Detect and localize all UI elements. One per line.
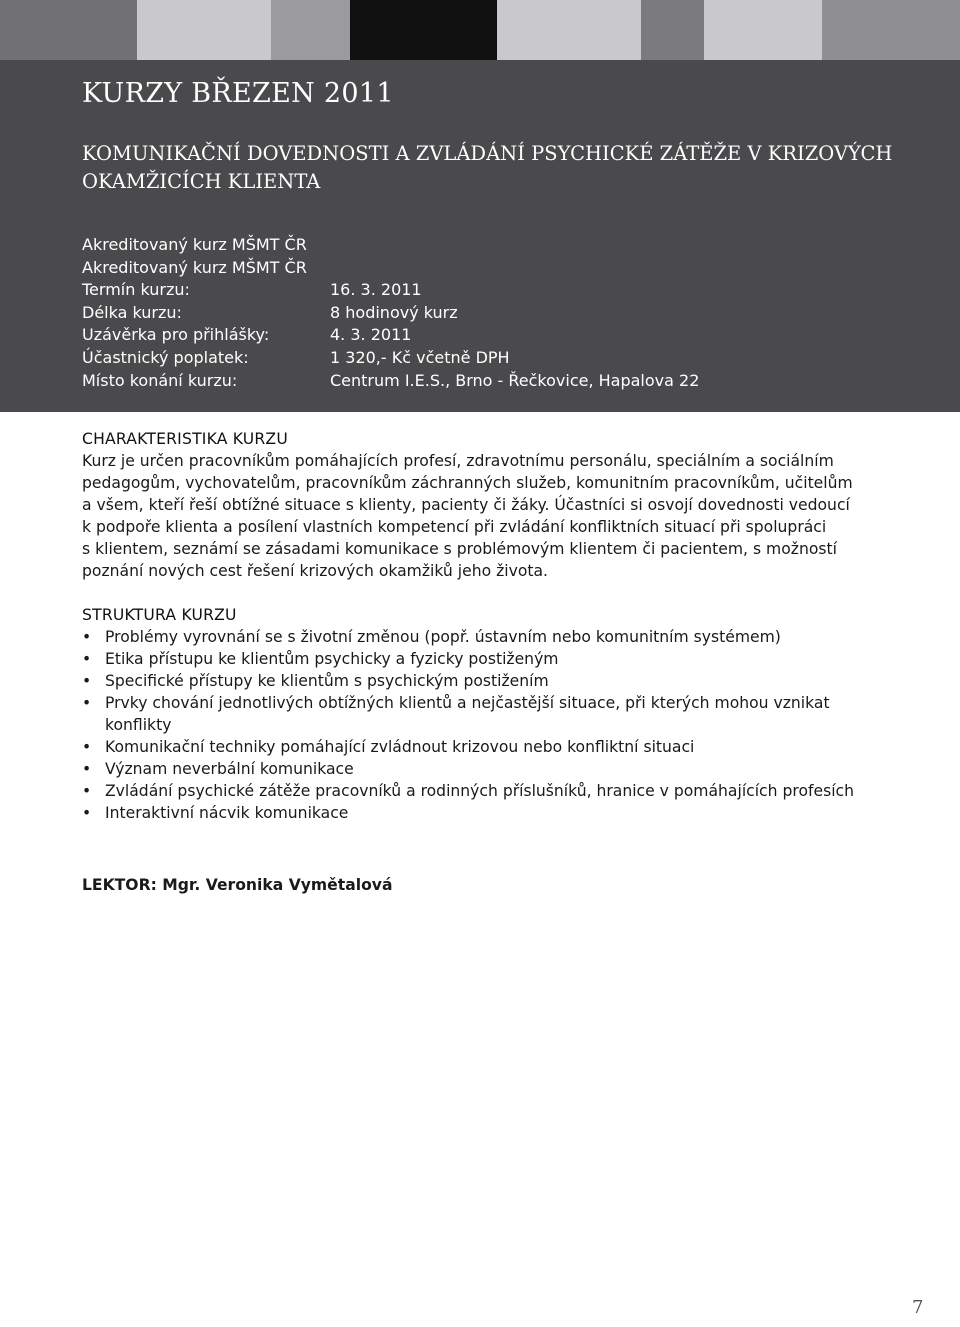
course-info: [82, 234, 699, 392]
page-title: KURZY BŘEZEN 2011: [82, 78, 394, 109]
info-label: Termín kurzu:: [82, 280, 190, 300]
info-label: Délka kurzu:: [82, 302, 182, 322]
info-row-length: [82, 302, 699, 325]
bullet-icon: •: [82, 782, 92, 800]
color-block: [137, 0, 271, 60]
list-item: [82, 648, 882, 670]
info-label: Uzávěrka pro přihlášky:: [82, 325, 270, 345]
bullet-icon: •: [82, 760, 92, 778]
list-item-text: Problémy vyrovnání se s životní změnou (popř. ústavním nebo komunitním systémem): [105, 628, 781, 646]
info-label: Místo konání kurzu:: [82, 370, 238, 390]
color-block: [704, 0, 822, 60]
list-item-text: Prvky chování jednotlivých obtížných klientů a nejčastější situace, při kterých mohou vznikat konflikty: [105, 694, 830, 734]
bullet-icon: •: [82, 650, 92, 668]
list-item: [82, 802, 882, 824]
color-block: [271, 0, 350, 60]
page-number: 7: [912, 1297, 924, 1318]
accreditation-line: Akreditovaný kurz MŠMT ČR: [82, 235, 307, 254]
color-block: [641, 0, 704, 60]
text-line: poznání nových cest řešení krizových okamžiků jeho života.: [82, 562, 548, 580]
bullet-icon: •: [82, 672, 92, 690]
list-item: [82, 670, 882, 692]
info-value: 1 320,- Kč včetně DPH: [330, 347, 510, 367]
list-item-text: Význam neverbální komunikace: [105, 760, 354, 778]
info-row-fee: [82, 347, 699, 370]
list-item: [82, 780, 882, 802]
bullet-icon: •: [82, 804, 92, 822]
top-color-band: [0, 0, 960, 60]
info-row-location: [82, 370, 699, 393]
lecturer-line: LEKTOR: Mgr. Veronika Vymětalová: [82, 876, 393, 894]
info-value: Centrum I.E.S., Brno - Řečkovice, Hapalova 22: [330, 370, 700, 390]
color-block: [497, 0, 641, 60]
info-label: Účastnický poplatek:: [82, 347, 249, 367]
list-item-text: Komunikační techniky pomáhající zvládnout krizovou nebo konfliktní situaci: [105, 738, 695, 756]
list-item: [82, 626, 882, 648]
accreditation-line: Akreditovaný kurz MŠMT ČR: [82, 257, 307, 277]
info-row-deadline: [82, 324, 699, 347]
course-description: [82, 428, 882, 824]
text-line: s klientem, seznámí se zásadami komunikace s problémovým klientem či pacientem, s možností: [82, 540, 837, 558]
course-title: KOMUNIKAČNÍ DOVEDNOSTI A ZVLÁDÁNÍ PSYCHICKÉ ZÁTĚŽE V KRIZOVÝCH OKAMŽICÍCH KLIENTA: [82, 142, 893, 193]
list-item: [82, 736, 882, 758]
info-value: 8 hodinový kurz: [330, 302, 458, 322]
list-item-text: Specifické přístupy ke klientům s psychickým postižením: [105, 672, 549, 690]
section-heading-characteristics: CHARAKTERISTIKA KURZU: [82, 430, 288, 448]
section-heading-structure: STRUKTURA KURZU: [82, 606, 237, 624]
text-line: k podpoře klienta a posílení vlastních kompetencí při zvládání konfliktních situací při spolupráci: [82, 518, 827, 536]
info-value: 4. 3. 2011: [330, 325, 412, 345]
list-item-text: Zvládání psychické zátěže pracovníků a rodinných příslušníků, hranice v pomáhajících profesích: [105, 782, 854, 800]
color-block: [0, 0, 137, 60]
info-row-date: [82, 279, 699, 302]
list-item: [82, 692, 882, 736]
text-line: pedagogům, vychovatelům, pracovníkům záchranných služeb, komunitním pracovníkům, učitelům: [82, 474, 853, 492]
list-item: [82, 758, 882, 780]
color-block: [350, 0, 497, 60]
characteristics-text: [82, 450, 882, 582]
text-line: a všem, kteří řeší obtížné situace s klienty, pacienty či žáky. Účastníci si osvojí dovednosti vedoucí: [82, 496, 850, 514]
list-item-text: Interaktivní nácvik komunikace: [105, 804, 349, 822]
color-block: [822, 0, 960, 60]
info-value: 16. 3. 2011: [330, 280, 422, 300]
bullet-icon: •: [82, 628, 92, 646]
bullet-icon: •: [82, 694, 92, 712]
bullet-icon: •: [82, 738, 92, 756]
list-item-text: Etika přístupu ke klientům psychicky a fyzicky postiženým: [105, 650, 559, 668]
text-line: Kurz je určen pracovníkům pomáhajících profesí, zdravotnímu personálu, speciálním a sociálním: [82, 452, 834, 470]
structure-list: [82, 626, 882, 824]
